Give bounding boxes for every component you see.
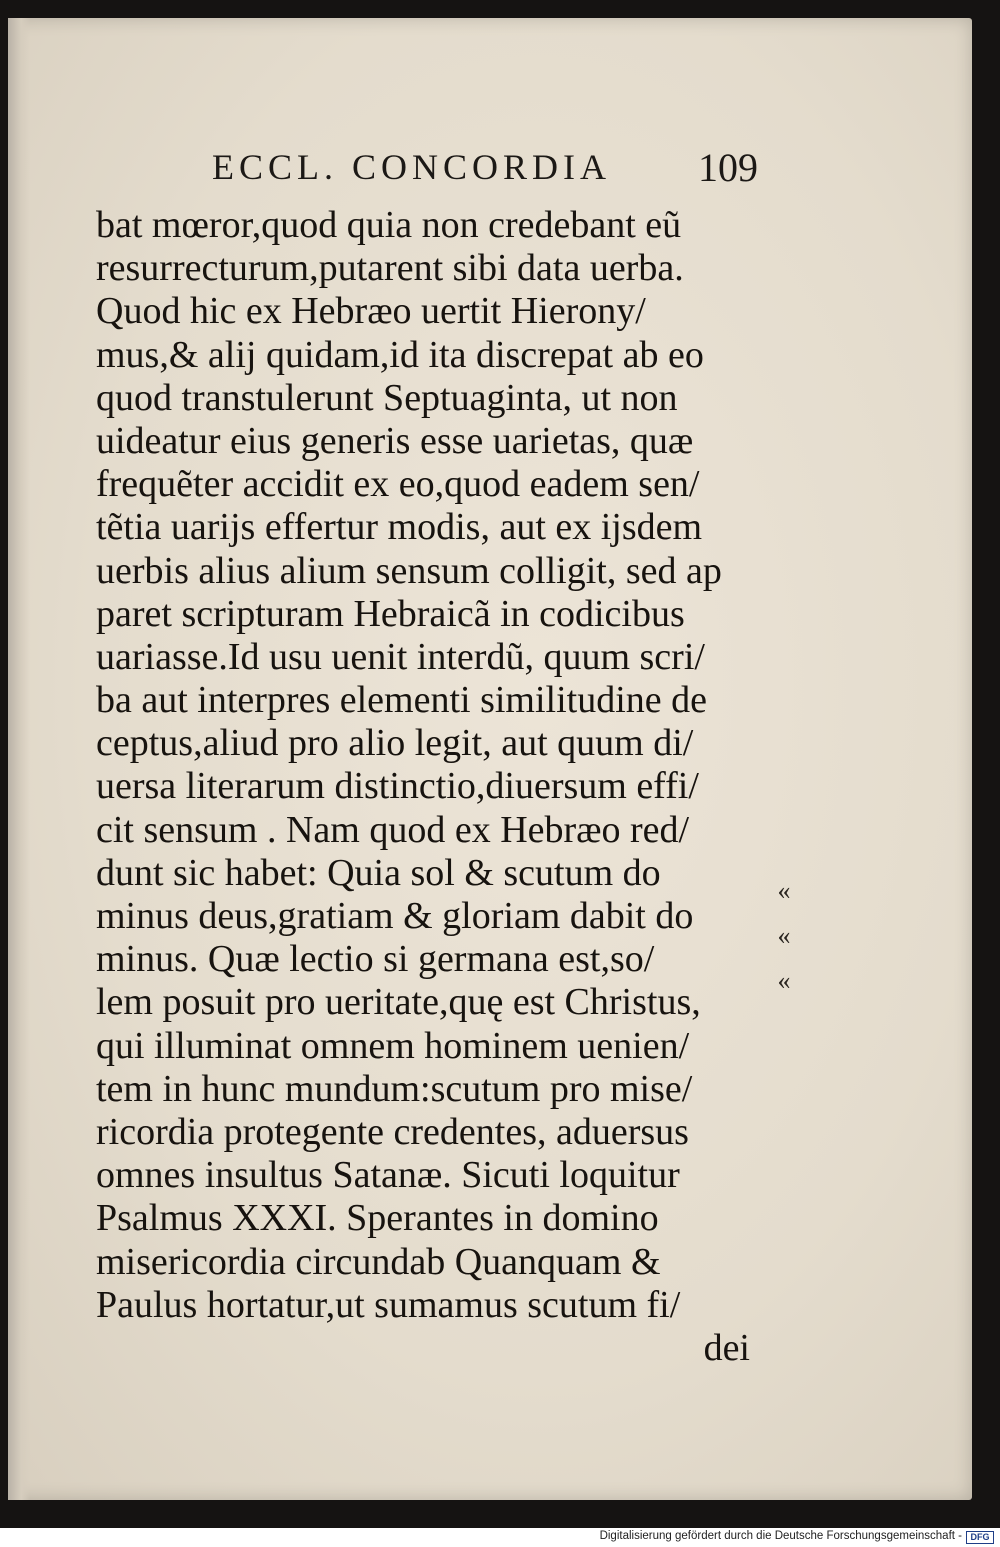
text-line: Paulus hortatur,ut sumamus scutum fi/ bbox=[96, 1283, 681, 1326]
digitization-footer bbox=[0, 1528, 1000, 1547]
text-line: lem posuit pro ueritate,quę est Christus, bbox=[96, 981, 701, 1024]
text-line: dunt sic habet: Quia sol & scutum do bbox=[96, 851, 661, 894]
text-line: quod transtulerunt Septuaginta, ut non bbox=[96, 376, 678, 419]
text-line: uersa literarum distinctio,diuersum effi/ bbox=[96, 765, 699, 808]
text-line: Psalmus XXXI. Sperantes in domino bbox=[96, 1197, 659, 1240]
text-line: tem in hunc mundum:scutum pro mise/ bbox=[96, 1067, 693, 1110]
text-line: uerbis alius alium sensum colligit, sed ap bbox=[96, 549, 722, 592]
page-gutter bbox=[8, 18, 30, 1500]
text-line: minus deus,gratiam & gloriam dabit do bbox=[96, 895, 694, 937]
body-text bbox=[96, 204, 756, 1370]
page-header bbox=[200, 140, 760, 190]
quote-mark: « bbox=[777, 921, 791, 950]
marginal-quote-marks bbox=[764, 868, 804, 1003]
page-number: 109 bbox=[698, 145, 758, 190]
text-line: ricordia protegente credentes, aduersus bbox=[96, 1110, 689, 1153]
dfg-logo: DFG bbox=[966, 1531, 994, 1544]
text-line: qui illuminat omnem hominem uenien/ bbox=[96, 1024, 690, 1067]
text-line: Quod hic ex Hebræo uertit Hierony/ bbox=[96, 290, 646, 333]
text-line: uideatur eius generis esse uarietas, quæ bbox=[96, 419, 694, 462]
quote-mark: « bbox=[777, 966, 791, 995]
text-line: mus,& alij quidam,id ita discrepat ab eo bbox=[96, 333, 704, 376]
text-line: uariasse.Id usu uenit interdũ, quum scri/ bbox=[96, 635, 705, 678]
running-head: ECCL. CONCORDIA bbox=[212, 147, 612, 187]
catchword: dei bbox=[703, 1326, 750, 1369]
text-line: ceptus,aliud pro alio legit, aut quum di/ bbox=[96, 722, 694, 765]
text-line: omnes insultus Satanæ. Sicuti loquitur bbox=[96, 1154, 680, 1197]
text-line: resurrecturum,putarent sibi data uerba. bbox=[96, 247, 684, 290]
text-line: minus. Quæ lectio si germana est,so/ bbox=[96, 938, 655, 981]
funding-credit: Digitalisierung gefördert durch die Deutsche Forschungsgemeinschaft - bbox=[599, 1530, 962, 1542]
text-line: cit sensum . Nam quod ex Hebræo red/ bbox=[96, 808, 690, 851]
text-line: frequẽter accidit ex eo,quod eadem sen/ bbox=[96, 463, 700, 506]
text-line: tẽtia uarijs effertur modis, aut ex ijsdem bbox=[96, 506, 703, 549]
text-line: misericordia circundab Quanquam & bbox=[96, 1240, 661, 1283]
text-line: bat mœror,quod quia non credebant eũ bbox=[96, 204, 682, 246]
quote-mark: « bbox=[777, 876, 791, 905]
text-line: paret scripturam Hebraicã in codicibus bbox=[96, 592, 685, 635]
text-line: ba aut interpres elementi similitudine de bbox=[96, 679, 707, 722]
